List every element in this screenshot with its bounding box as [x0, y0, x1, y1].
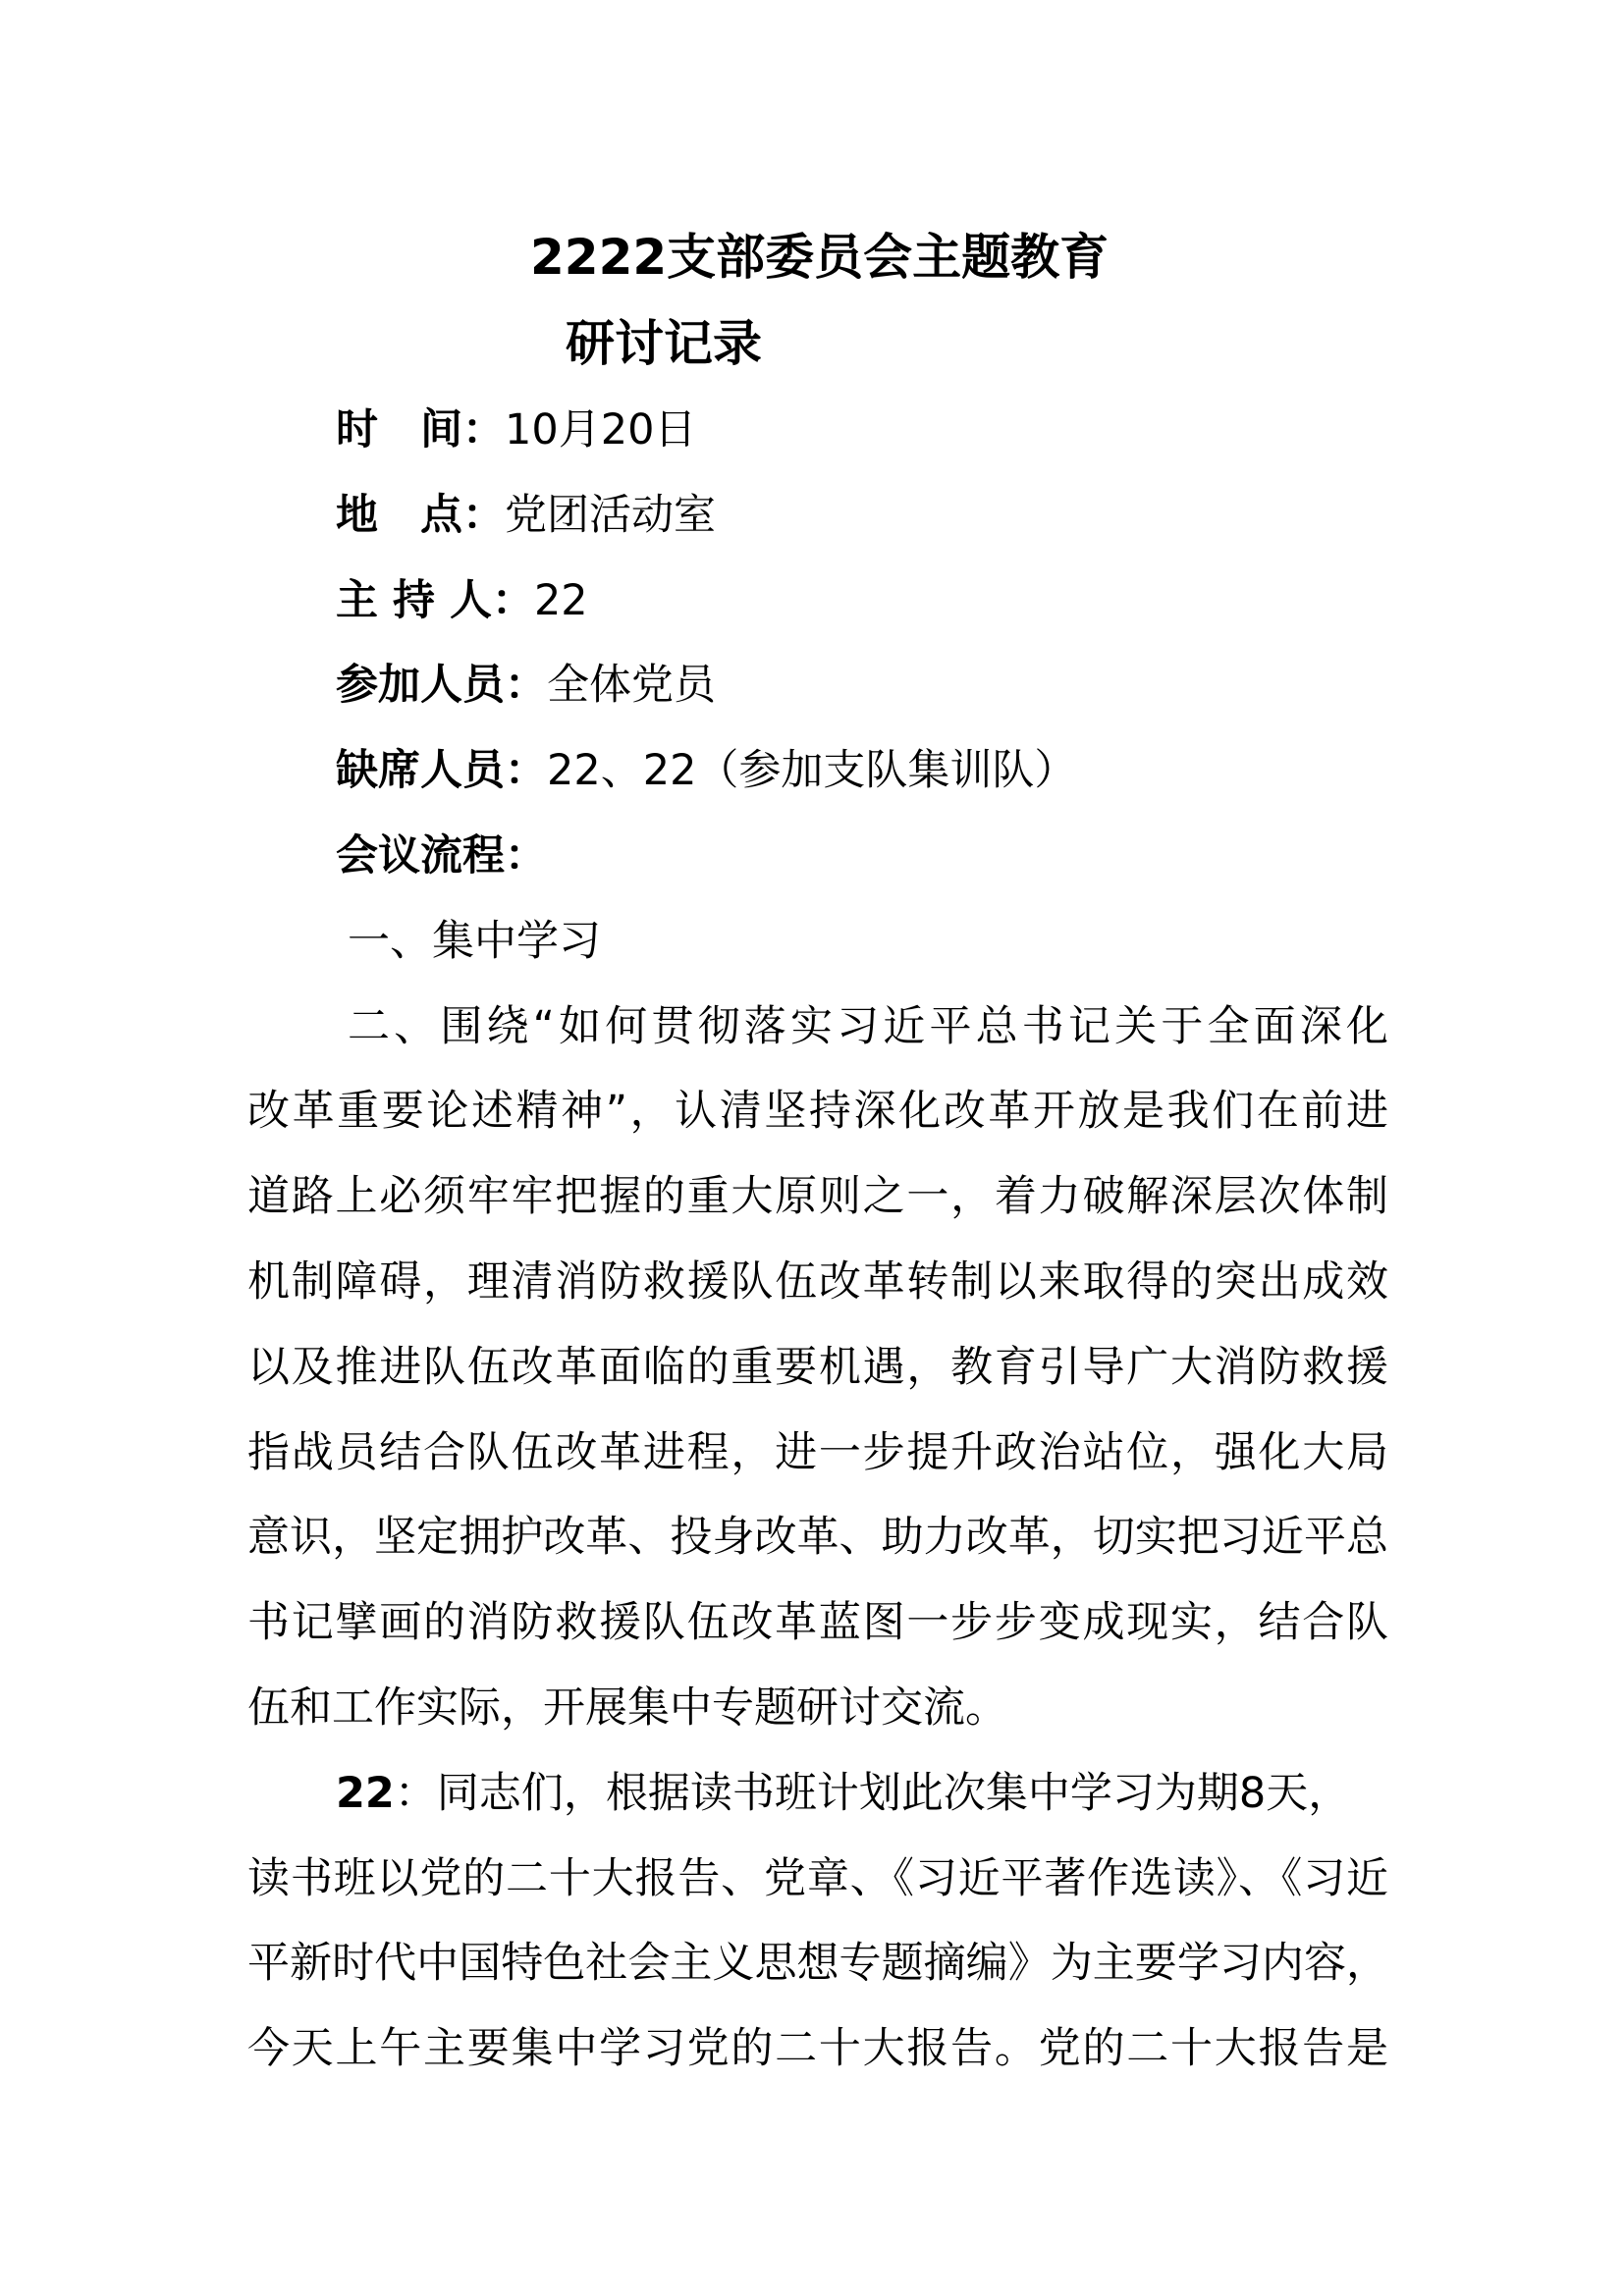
- agenda-item-2-line: 伍和工作实际，开展集中专题研讨交流。: [247, 1682, 1007, 1733]
- title-line-1: 2222支部委员会主题教育: [530, 229, 1110, 286]
- host-value: 22: [533, 575, 588, 625]
- document-title: [0, 214, 1624, 387]
- absent-label: 缺席人员：: [336, 746, 547, 796]
- place-label: 地 点：: [336, 490, 505, 540]
- document-body: [247, 388, 1388, 2092]
- speech-line: 读书班以党的二十大报告、党章、《习近平著作选读》、《习近: [247, 1853, 1388, 1903]
- meta-time: [247, 388, 1388, 473]
- speaker-name: 22: [336, 1768, 395, 1818]
- agenda-item-2-line: 意识，坚定拥护改革、投身改革、助力改革，切实把习近平总: [247, 1513, 1388, 1563]
- agenda-item-1: 一、集中学习: [348, 916, 601, 966]
- meta-place: [247, 473, 1388, 559]
- speech-text: ：同志们，根据读书班计划此次集中学习为期8天，: [394, 1768, 1351, 1818]
- meta-agenda: [247, 814, 1388, 899]
- host-label: 主 持 人：: [336, 575, 534, 625]
- agenda-item-2-line: 改革重要论述精神”，认清坚持深化改革开放是我们在前进: [247, 1087, 1388, 1137]
- meta-attendees: [247, 643, 1388, 728]
- time-value: 10月20日: [505, 405, 697, 454]
- agenda-item-2-line: 以及推进队伍改革面临的重要机遇，教育引导广大消防救援: [247, 1342, 1388, 1392]
- agenda-label: 会议流程：: [336, 830, 547, 881]
- absent-value: 22、22（参加支队集训队）: [547, 746, 1077, 796]
- agenda-item-2-line: 机制障碍，理清消防救援队伍改革转制以来取得的突出成效: [247, 1256, 1388, 1307]
- agenda-item-2-line: 指战员结合队伍改革进程，进一步提升政治站位，强化大局: [247, 1427, 1388, 1477]
- attendees-label: 参加人员：: [336, 661, 547, 711]
- speech-first-line: [247, 1751, 1388, 1837]
- meta-absent: [247, 728, 1388, 814]
- agenda-item-2-line: 二、围绕“如何贯彻落实习近平总书记关于全面深化: [348, 1001, 1388, 1051]
- agenda-item-2-line: 道路上必须牢牢把握的重大原则之一，着力破解深层次体制: [247, 1172, 1388, 1222]
- speech-line: 平新时代中国特色社会主义思想专题摘编》为主要学习内容，: [247, 1939, 1388, 1989]
- meta-host: [247, 559, 1388, 644]
- agenda-item-2-line: 书记擘画的消防救援队伍改革蓝图一步步变成现实，结合队: [247, 1598, 1388, 1648]
- place-value: 党团活动室: [505, 490, 716, 540]
- speech-line: 今天上午主要集中学习党的二十大报告。党的二十大报告是: [247, 2024, 1388, 2074]
- attendees-value: 全体党员: [547, 661, 716, 711]
- title-line-2: 研讨记录: [566, 315, 762, 372]
- time-label: 时 间：: [336, 405, 505, 454]
